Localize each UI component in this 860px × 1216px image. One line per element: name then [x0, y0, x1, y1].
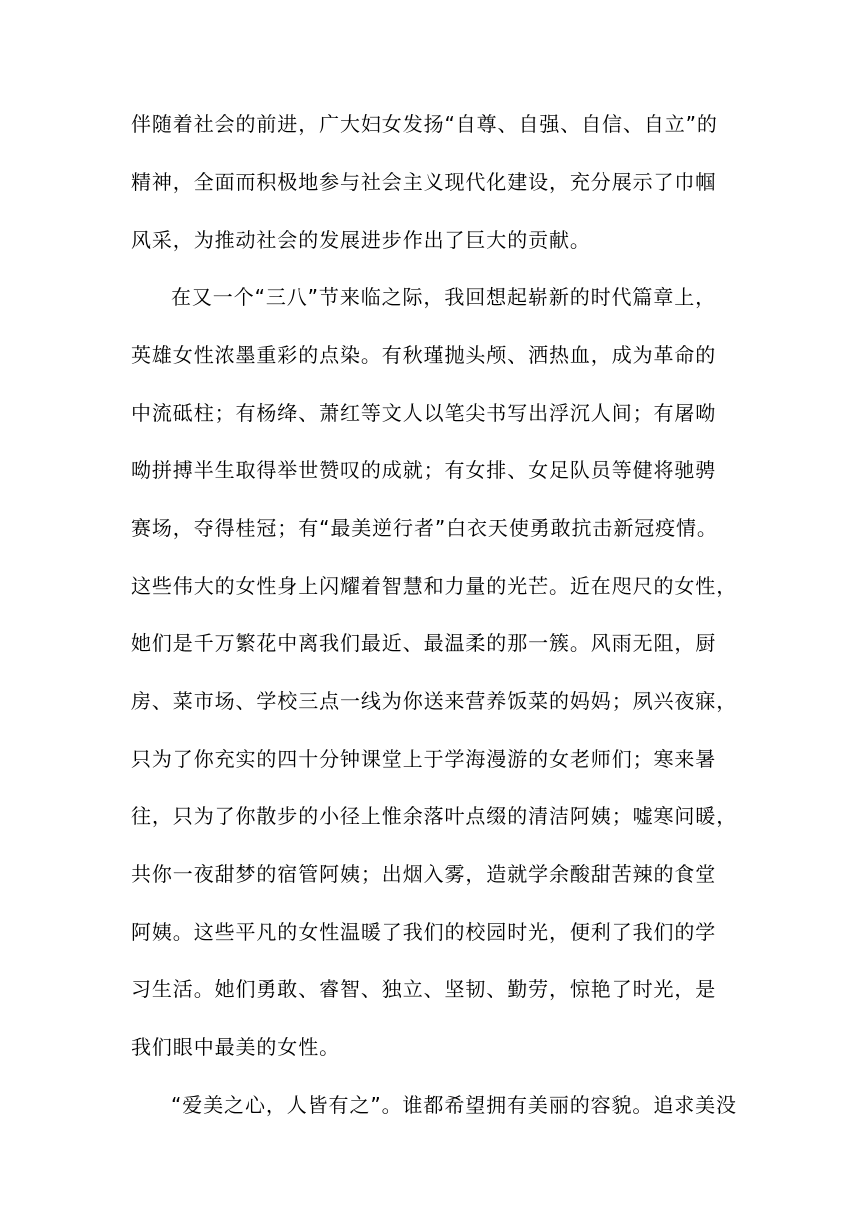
paragraph-3-line-1: “爱美之心，人皆有之”。谁都希望拥有美丽的容貌。追求美没 [171, 1093, 737, 1117]
paragraph-2-line-3: 中流砥柱；有杨绛、萧红等文人以笔尖书写出浮沉人间；有屠呦 [131, 401, 717, 425]
paragraph-2-line-4: 呦拼搏半生取得举世赞叹的成就；有女排、女足队员等健将驰骋 [131, 458, 717, 482]
paragraph-1-line-2: 精神，全面而积极地参与社会主义现代化建设，充分展示了巾帼 [131, 170, 717, 194]
paragraph-2-line-12: 阿姨。这些平凡的女性温暖了我们的校园时光，便利了我们的学 [131, 920, 717, 944]
paragraph-2-line-6: 这些伟大的女性身上闪耀着智慧和力量的光芒。近在咫尺的女性， [131, 574, 738, 598]
paragraph-2-line-14: 我们眼中最美的女性。 [131, 1035, 340, 1059]
paragraph-2-line-8: 房、菜市场、学校三点一线为你送来营养饭菜的妈妈；夙兴夜寐， [131, 689, 738, 713]
paragraph-2-line-11: 共你一夜甜梦的宿管阿姨；出烟入雾，造就学余酸甜苦辣的食堂 [131, 862, 717, 886]
paragraph-2-line-13: 习生活。她们勇敢、睿智、独立、坚韧、勤劳，惊艳了时光，是 [131, 977, 717, 1001]
paragraph-2-line-1: 在又一个“三八”节来临之际，我回想起崭新的时代篇章上， [171, 285, 717, 309]
paragraph-2-line-7: 她们是千万繁花中离我们最近、最温柔的那一簇。风雨无阻，厨 [131, 631, 717, 655]
paragraph-2-line-10: 往，只为了你散步的小径上惟余落叶点缀的清洁阿姨；嘘寒问暖， [131, 804, 738, 828]
paragraph-1-line-3: 风采，为推动社会的发展进步作出了巨大的贡献。 [131, 228, 591, 252]
paragraph-2-line-9: 只为了你充实的四十分钟课堂上于学海漫游的女老师们；寒来暑 [131, 747, 717, 771]
paragraph-2-line-5: 赛场，夺得桂冠；有“最美逆行者”白衣天使勇敢抗击新冠疫情。 [131, 516, 718, 540]
paragraph-2-line-2: 英雄女性浓墨重彩的点染。有秋瑾抛头颅、洒热血，成为革命的 [131, 343, 717, 367]
paragraph-1-line-1: 伴随着社会的前进，广大妇女发扬“自尊、自强、自信、自立”的 [131, 112, 718, 136]
